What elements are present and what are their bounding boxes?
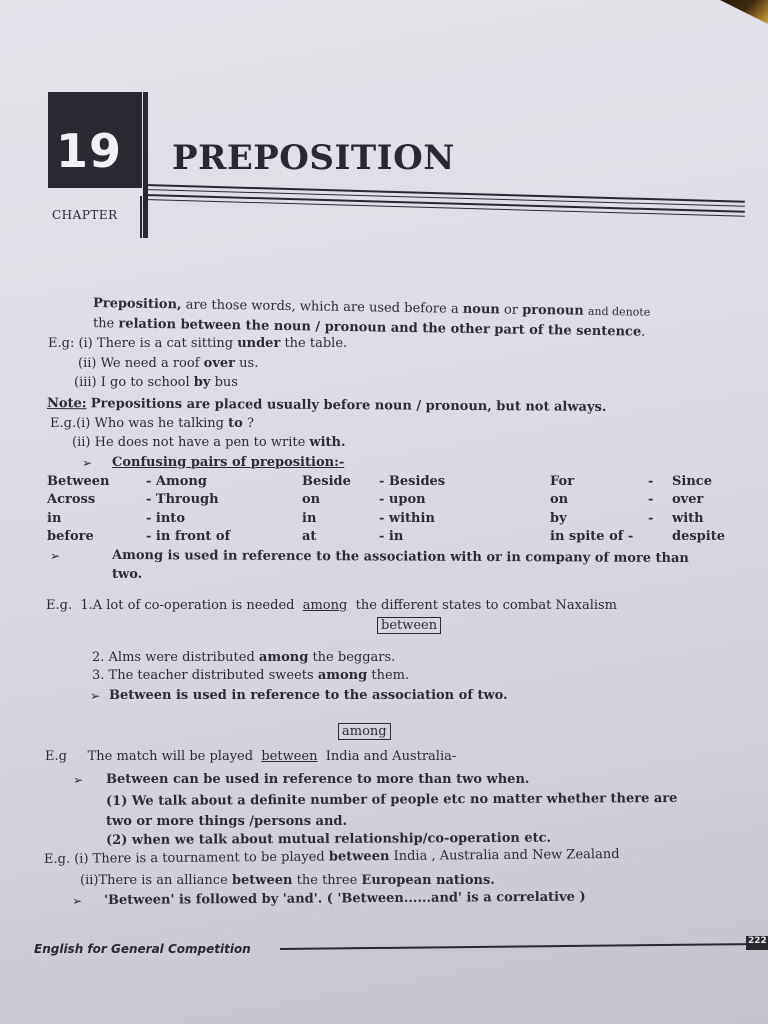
- pair-cell: For: [550, 474, 575, 489]
- pair-cell: in: [47, 511, 62, 526]
- between-more-point-1b: two or more things /persons and.: [106, 814, 348, 829]
- text: A lot of co-operation is needed: [92, 598, 295, 613]
- text: the beggars.: [312, 650, 396, 665]
- correlative-rule: 'Between' is followed by 'and'. ( 'Between......and' is a correlative ): [103, 889, 586, 908]
- text: European nations.: [361, 873, 495, 888]
- text: We need a roof: [100, 356, 200, 371]
- chapter-divider-thin: [140, 196, 142, 238]
- example-line: [74, 375, 238, 390]
- text: E.g: [45, 749, 67, 764]
- example-line: [48, 336, 347, 351]
- pair-cell: in spite of -: [550, 529, 634, 544]
- footer-rule: [280, 943, 750, 949]
- example-line: [44, 847, 620, 867]
- text: (ii): [80, 873, 99, 888]
- arrow-bullet-icon: ➢: [50, 549, 61, 563]
- text: (ii): [72, 435, 91, 450]
- text: under: [237, 336, 281, 351]
- pair-cell: by: [550, 511, 567, 526]
- text: the different states to combat Naxalism: [355, 598, 618, 613]
- pair-cell: on: [550, 492, 569, 507]
- example-line: [45, 749, 456, 764]
- correction-box: [377, 618, 441, 633]
- text: by: [193, 375, 211, 390]
- intro-line-1: [93, 296, 650, 320]
- text: us.: [239, 356, 259, 371]
- arrow-bullet-icon: ➢: [72, 894, 83, 908]
- marked-word: between: [261, 749, 318, 764]
- pair-cell: despite: [672, 529, 725, 544]
- note-label: Note:: [46, 396, 87, 412]
- text: .: [641, 324, 646, 340]
- pair-cell: Beside: [302, 474, 351, 489]
- marked-word: among: [302, 598, 348, 613]
- text: the three: [296, 873, 358, 888]
- chapter-label: CHAPTER: [52, 208, 118, 222]
- chapter-title: PREPOSITION: [172, 138, 455, 178]
- among-rule-line-1: Among is used in reference to the association with or in company of more than: [111, 548, 689, 567]
- pair-cell: - into: [146, 511, 185, 526]
- pair-cell: - Through: [146, 492, 219, 507]
- confusing-pairs-heading: Confusing pairs of preposition:-: [112, 455, 345, 470]
- text: He does not have a pen to write: [94, 435, 306, 450]
- example-line: [80, 873, 495, 888]
- correction-word: between: [377, 617, 441, 634]
- text: Alms were distributed: [108, 650, 255, 665]
- text: India , Australia and New Zealand: [393, 846, 620, 864]
- example-line: [92, 650, 395, 665]
- text: the: [92, 316, 115, 332]
- pair-cell: - upon: [379, 492, 426, 507]
- text: among: [317, 668, 368, 683]
- example-line: [46, 598, 617, 613]
- text: bus: [214, 375, 238, 390]
- title-rule: [145, 184, 745, 203]
- arrow-bullet-icon: ➢: [82, 456, 93, 470]
- text: E.g.(i): [50, 416, 91, 431]
- between-more-heading: Between can be used in reference to more than two when.: [106, 772, 530, 787]
- note-line: [47, 396, 607, 415]
- text: I go to school: [100, 375, 190, 390]
- pair-cell: - in front of: [146, 529, 231, 544]
- text: relation between the noun / pronoun and the other part of the sentence: [118, 316, 642, 340]
- text: Who was he talking: [94, 416, 224, 431]
- chapter-divider: [143, 92, 148, 238]
- arrow-bullet-icon: ➢: [73, 773, 84, 787]
- pair-cell: Since: [672, 474, 712, 489]
- correction-box: [338, 724, 391, 739]
- text: E.g. (i): [43, 851, 89, 867]
- text: The match will be played: [87, 749, 254, 764]
- chapter-number: 19: [56, 124, 123, 178]
- text: between: [231, 873, 293, 888]
- text: or: [503, 302, 519, 318]
- pair-cell: -: [648, 511, 654, 526]
- among-rule-line-2: two.: [112, 567, 143, 582]
- example-line: [78, 356, 258, 371]
- pair-cell: on: [302, 492, 321, 507]
- background-corner: [708, 0, 768, 24]
- pair-cell: - in: [379, 529, 404, 544]
- pair-cell: with: [672, 511, 704, 526]
- text: India and Australia-: [325, 749, 457, 764]
- pair-cell: - Besides: [379, 474, 446, 489]
- page-number: 222: [746, 936, 768, 950]
- pair-cell: before: [47, 529, 94, 544]
- text: The teacher distributed sweets: [108, 668, 314, 683]
- text: between: [328, 848, 390, 865]
- footer-book-title: English for General Competition: [34, 942, 251, 956]
- between-more-point-1: (1) We talk about a definite number of people etc no matter whether there are: [105, 791, 678, 809]
- text: to: [228, 416, 243, 431]
- example-line: [50, 416, 254, 431]
- term: Preposition,: [92, 296, 182, 313]
- pair-cell: in: [302, 511, 317, 526]
- pair-cell: Between: [47, 474, 110, 489]
- text: There is an alliance: [98, 873, 228, 888]
- pair-cell: Across: [47, 492, 96, 507]
- text: (ii): [78, 356, 97, 371]
- text: and denote: [587, 304, 651, 319]
- text: them.: [371, 668, 410, 683]
- text: ?: [246, 416, 254, 431]
- example-line: [72, 435, 346, 450]
- text: There is a tournament to be played: [92, 849, 325, 867]
- example-line: [92, 668, 409, 683]
- text: among: [258, 650, 309, 665]
- correction-word: among: [338, 723, 391, 740]
- text: noun: [462, 301, 500, 318]
- text: 2.: [92, 650, 105, 665]
- pair-cell: - within: [379, 511, 435, 526]
- text: over: [203, 356, 236, 371]
- text: (iii): [74, 375, 97, 390]
- text: the table.: [284, 336, 348, 351]
- text: Prepositions are placed usually before noun / pronoun, but not always.: [90, 396, 607, 415]
- text: are those words, which are used before a: [185, 297, 459, 317]
- between-more-point-2: (2) when we talk about mutual relationship/co-operation etc.: [105, 830, 552, 848]
- text: with.: [309, 435, 346, 450]
- pair-cell: -: [648, 474, 654, 489]
- text: pronoun: [522, 302, 584, 319]
- text: There is a cat sitting: [96, 336, 234, 351]
- text: 3.: [92, 668, 105, 683]
- text: E.g: (i): [48, 336, 93, 351]
- text: 1.: [80, 598, 93, 613]
- pair-cell: over: [672, 492, 704, 507]
- pair-cell: -: [648, 492, 654, 507]
- arrow-bullet-icon: ➢: [90, 689, 101, 703]
- pair-cell: at: [302, 529, 317, 544]
- pair-cell: - Among: [146, 474, 207, 489]
- text: E.g.: [46, 598, 73, 613]
- between-rule: Between is used in reference to the association of two.: [109, 688, 508, 703]
